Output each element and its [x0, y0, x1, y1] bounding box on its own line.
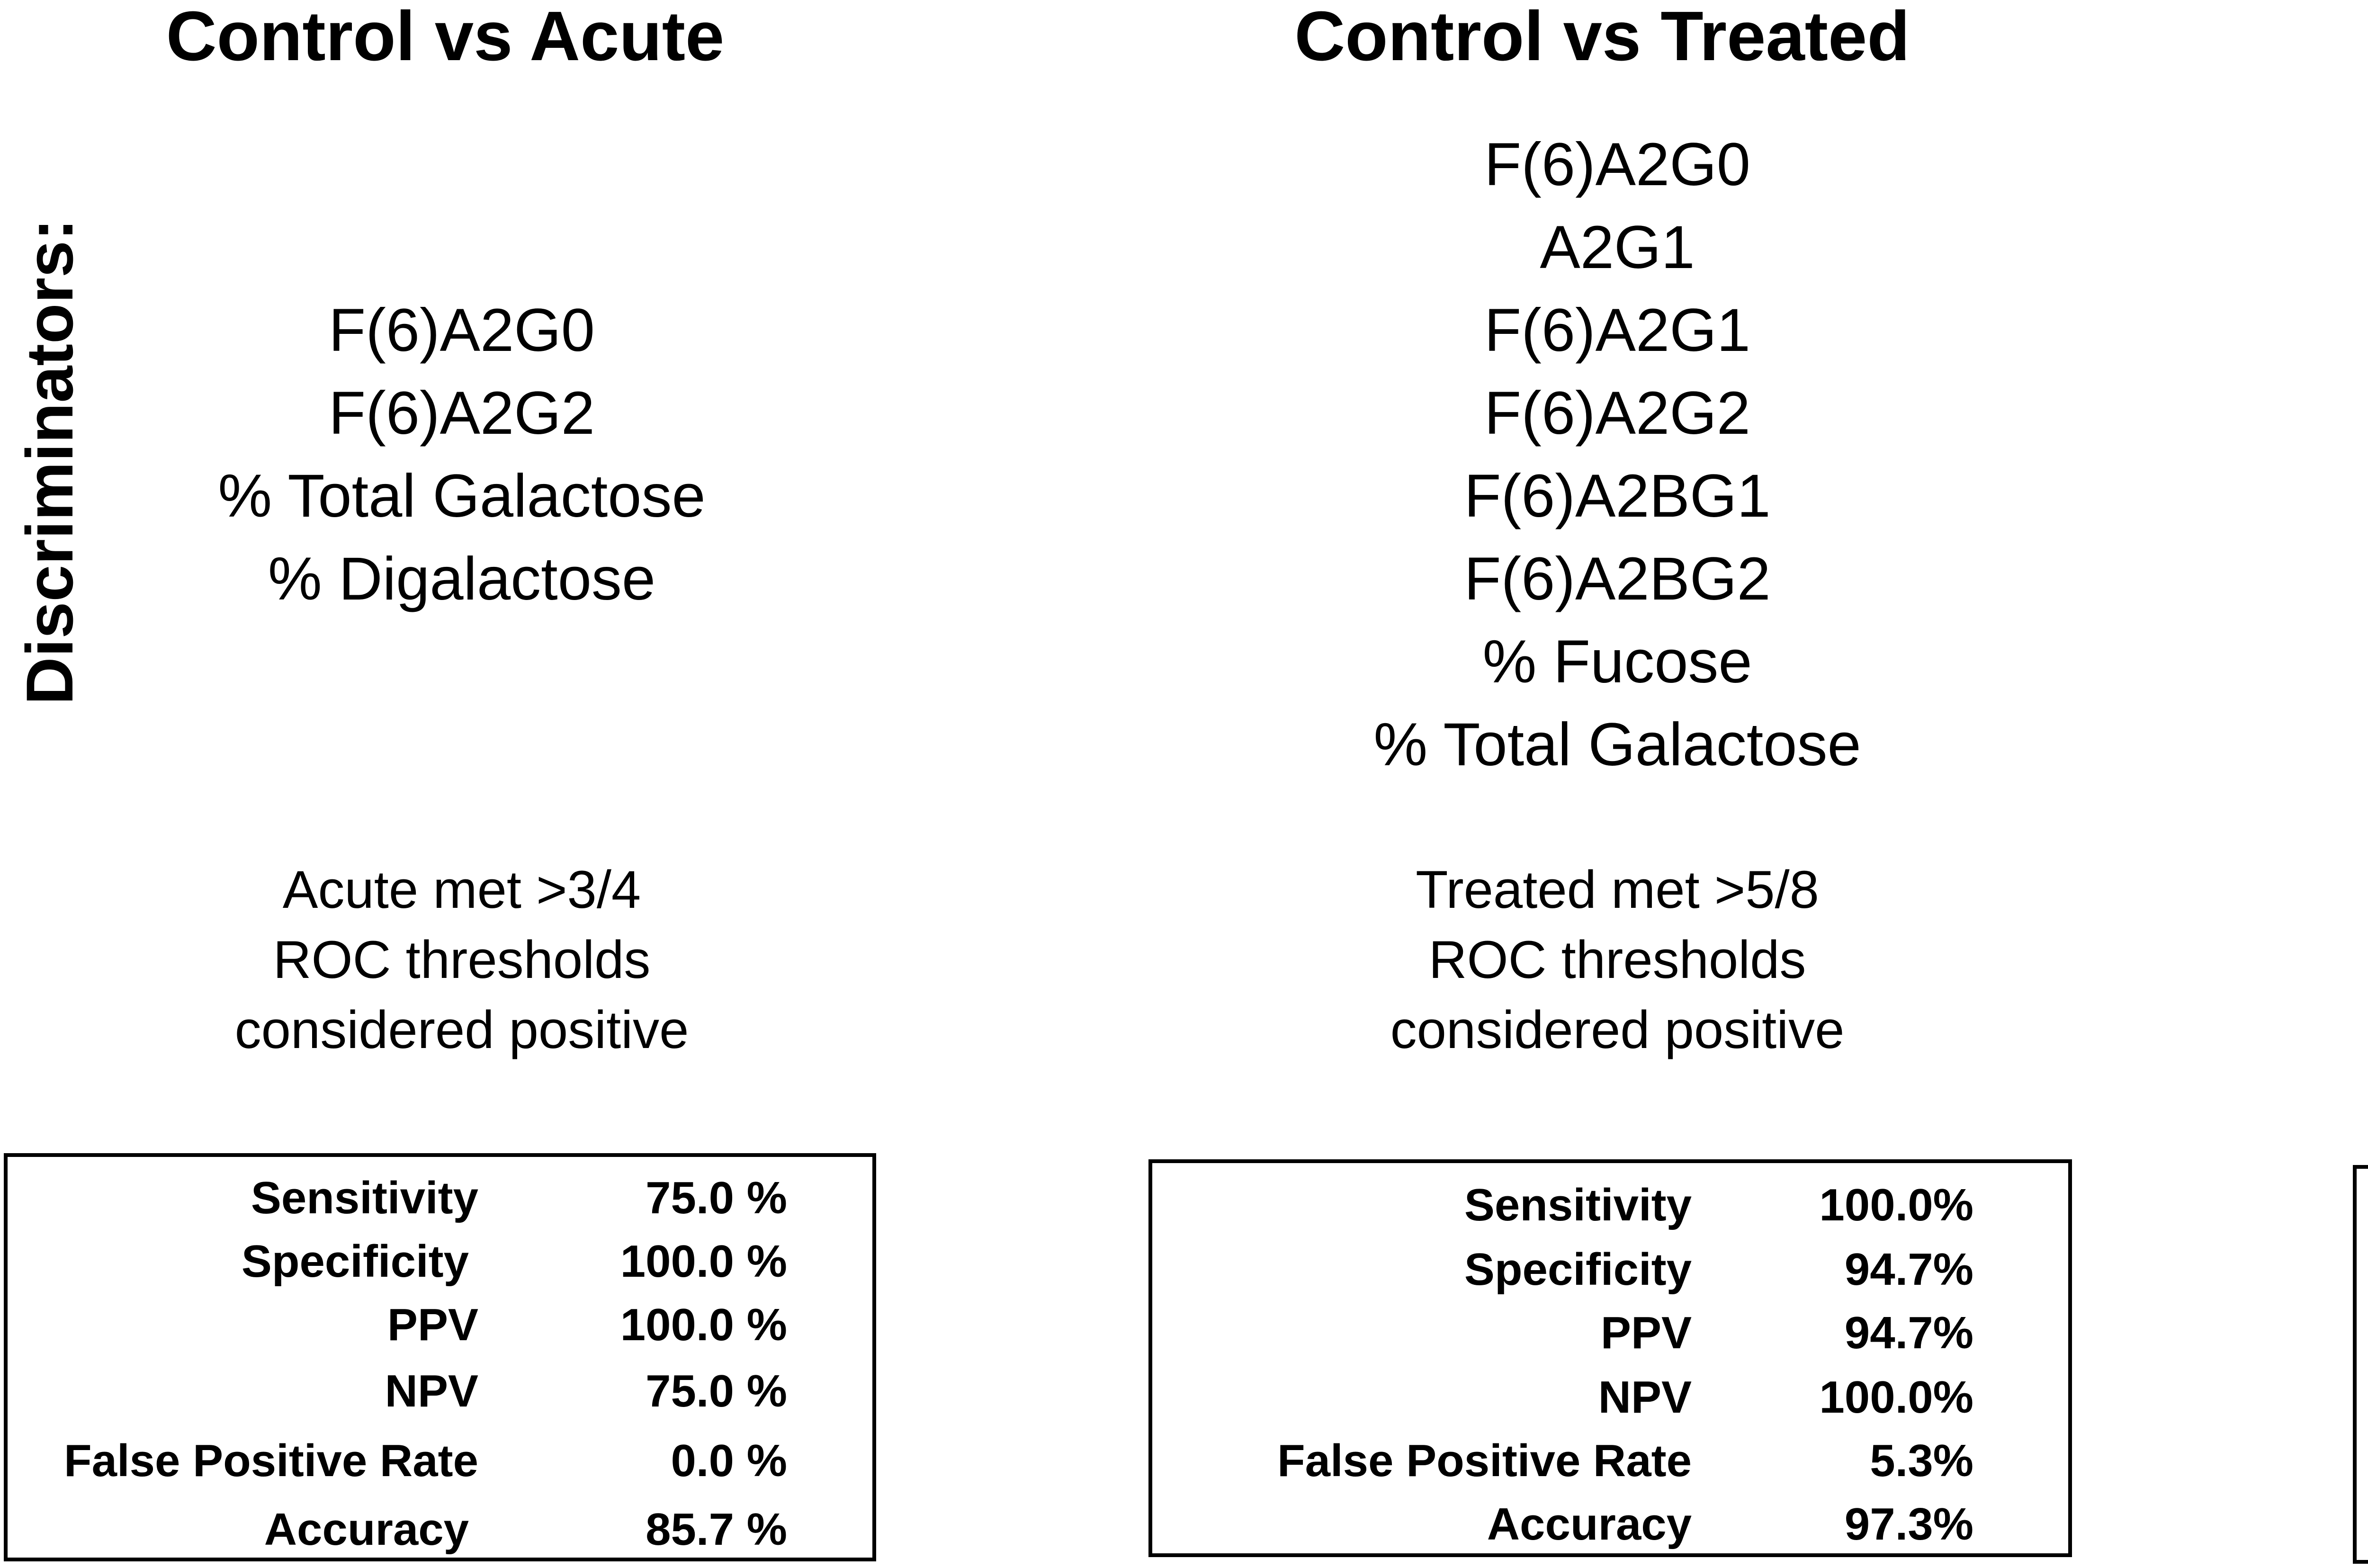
stat-label: Accuracy	[1487, 1499, 1692, 1550]
stats-row	[2357, 1243, 2368, 1306]
stat-label: PPV	[387, 1299, 478, 1350]
discriminator-item: F(6)A2G1	[1484, 296, 1750, 364]
stats-row	[2357, 1179, 2368, 1243]
stat-value: 100.0%	[1819, 1372, 1973, 1423]
stats-table	[4, 1153, 876, 1561]
stat-label: False Positive Rate	[63, 1435, 478, 1486]
discriminator-item: % Fucose	[1482, 628, 1752, 696]
criteria-line: Treated met >5/8	[1416, 860, 1819, 919]
discriminator-item: A2G1	[1540, 214, 1695, 281]
stat-label: Specificity	[241, 1236, 469, 1287]
stats-row	[8, 1360, 872, 1423]
stats-table	[1148, 1159, 2072, 1557]
stats-row	[8, 1498, 872, 1561]
stat-value: 94.7%	[1844, 1308, 1973, 1358]
stat-value: 94.7%	[1844, 1244, 1973, 1295]
stat-label: Sensitivity	[1464, 1180, 1692, 1230]
stats-row	[8, 1429, 872, 1493]
stat-value: 0.0 %	[671, 1435, 787, 1486]
discriminator-item: F(6)A2BG1	[1464, 462, 1771, 530]
stats-row	[2357, 1435, 2368, 1498]
discriminator-item: F(6)A2G2	[329, 379, 595, 447]
discriminator-item: F(6)A2G0	[1484, 131, 1750, 198]
discriminator-item: F(6)A2G2	[1484, 379, 1750, 447]
stat-value: 100.0 %	[620, 1236, 787, 1287]
stat-label: Specificity	[1464, 1244, 1692, 1295]
panel-title: Control vs Treated	[1294, 0, 1910, 75]
stats-row	[1152, 1238, 2068, 1301]
stats-row	[1152, 1174, 2068, 1237]
discriminators-side-label: Discriminators:	[12, 218, 87, 705]
criteria-line: Acute met >3/4	[282, 860, 641, 919]
stat-value: 85.7 %	[646, 1504, 787, 1555]
discriminator-item: F(6)A2G0	[329, 296, 595, 364]
stat-value: 100.0 %	[620, 1299, 787, 1350]
stat-label: False Positive Rate	[1277, 1435, 1692, 1486]
stat-value: 5.3%	[1870, 1435, 1973, 1486]
stats-row	[1152, 1429, 2068, 1493]
discriminator-list	[218, 289, 705, 620]
stat-label: Accuracy	[264, 1504, 469, 1555]
stat-label: NPV	[1598, 1372, 1692, 1423]
criteria-line: ROC thresholds	[273, 930, 651, 989]
stats-row	[8, 1293, 872, 1357]
criteria-line: ROC thresholds	[1428, 930, 1806, 989]
criteria-line: considered positive	[234, 1000, 689, 1059]
stat-value: 100.0%	[1819, 1180, 1973, 1230]
discriminator-list	[1373, 123, 1861, 786]
stats-row	[1152, 1301, 2068, 1365]
stats-row	[2357, 1307, 2368, 1371]
discriminator-item: % Digalactose	[268, 545, 656, 613]
stat-value: 97.3%	[1844, 1499, 1973, 1550]
discriminator-item: % Total Galactose	[218, 462, 706, 530]
stats-row	[2357, 1498, 2368, 1562]
stats-row	[8, 1230, 872, 1293]
discriminator-item: % Total Galactose	[1373, 711, 1861, 779]
discriminator-item: F(6)A2BG2	[1464, 545, 1771, 613]
criteria-line: considered positive	[1390, 1000, 1845, 1059]
stats-row	[1152, 1493, 2068, 1556]
stats-row	[2357, 1371, 2368, 1435]
stat-value: 75.0 %	[646, 1173, 787, 1223]
stat-label: Sensitivity	[251, 1173, 478, 1223]
panel-title: Control vs Acute	[166, 0, 725, 75]
stat-label: PPV	[1600, 1308, 1692, 1358]
stat-value: 75.0 %	[646, 1366, 787, 1416]
stats-row	[8, 1166, 872, 1230]
criteria-text	[1390, 855, 1845, 1065]
stat-label: NPV	[385, 1366, 478, 1416]
stats-row	[1152, 1366, 2068, 1429]
criteria-text	[235, 855, 689, 1065]
stats-table	[2353, 1165, 2368, 1564]
